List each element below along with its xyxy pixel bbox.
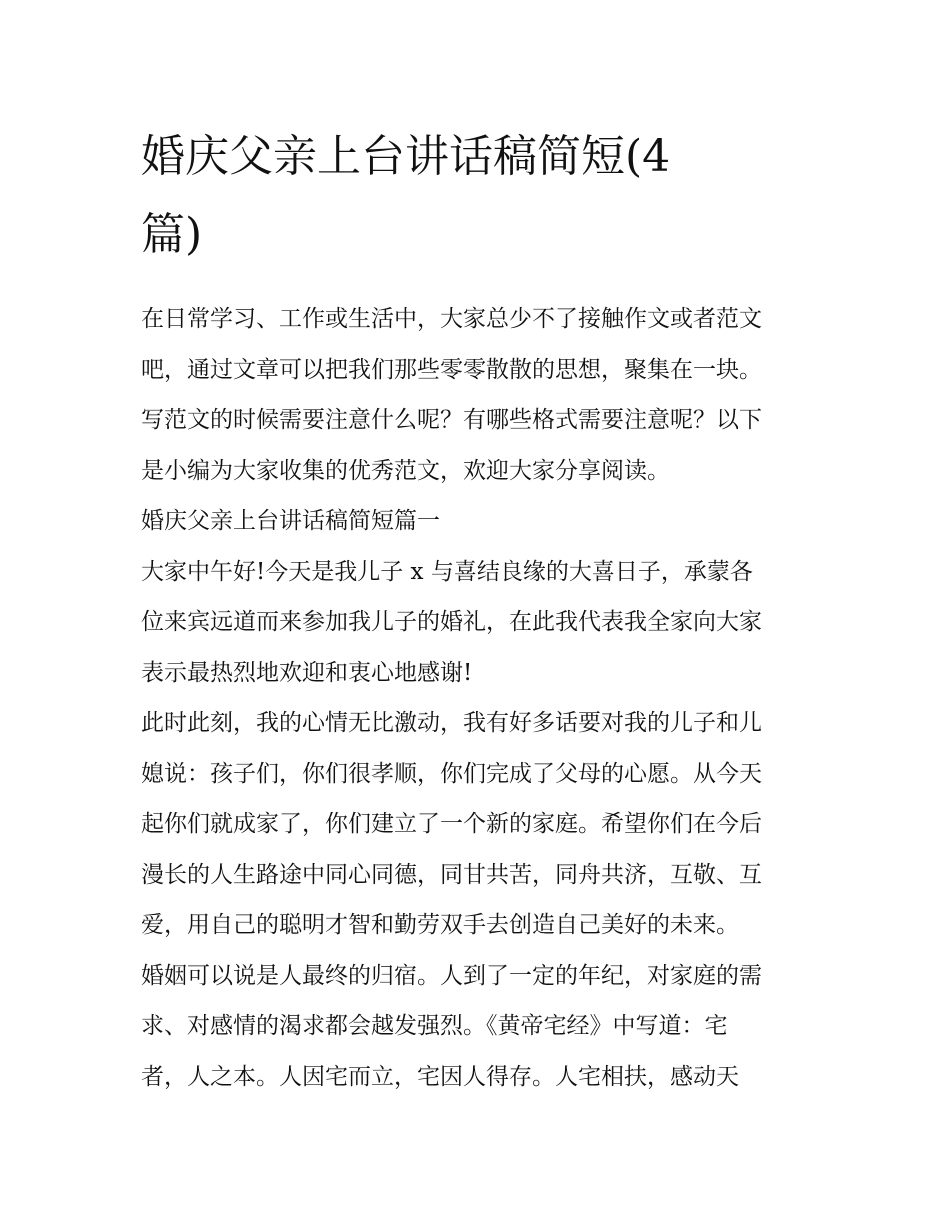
title-line-1: 婚庆父亲上台讲话稿简短(4 (141, 131, 671, 182)
document-content (141, 118, 813, 1102)
body-line-15: 求、对感情的渴求都会越发强烈。《黄帝宅经》中写道：宅 (141, 1013, 728, 1039)
body-line-10: 媳说：孩子们，你们很孝顺，你们完成了父母的心愿。从今天 (141, 760, 762, 787)
body-line-7: 位来宾远道而来参加我儿子的婚礼，在此我代表我全家向大家 (141, 609, 762, 635)
body-line-11: 起你们就成家了，你们建立了一个新的家庭。希望你们在今后 (141, 811, 762, 837)
body-line-12: 漫长的人生路途中同心同德，同甘共苦，同舟共济，互敬、互 (141, 861, 762, 888)
body-line-9: 此时此刻，我的心情无比激动，我有好多话要对我的儿子和儿 (141, 710, 762, 736)
body-line-3: 写范文的时候需要注意什么呢？有哪些格式需要注意呢？以下 (141, 407, 762, 433)
title-line-2: 篇) (141, 209, 203, 260)
body-line-14: 婚姻可以说是人最终的归宿。人到了一定的年纪，对家庭的需 (141, 962, 762, 989)
body-line-8: 表示最热烈地欢迎和衷心地感谢! (141, 659, 473, 686)
body-line-4: 是小编为大家收集的优秀范文，欢迎大家分享阅读。 (141, 457, 670, 484)
body-line-13: 爱，用自己的聪明才智和勤劳双手去创造自己美好的未来。 (141, 912, 739, 938)
body-line-1: 在日常学习、工作或生活中，大家总少不了接触作文或者范文 (141, 306, 762, 332)
document-body (141, 294, 813, 1102)
body-line-6: 大家中午好!今天是我儿子 x 与喜结良缘的大喜日子，承蒙各 (141, 558, 753, 585)
body-line-2: 吧，通过文章可以把我们那些零零散散的思想，聚集在一块。 (141, 356, 762, 383)
document-title (141, 118, 741, 274)
section-heading-1: 婚庆父亲上台讲话稿简短篇一 (141, 508, 440, 534)
body-line-16: 者，人之本。人因宅而立，宅因人得存。人宅相扶，感动天 (141, 1063, 739, 1090)
